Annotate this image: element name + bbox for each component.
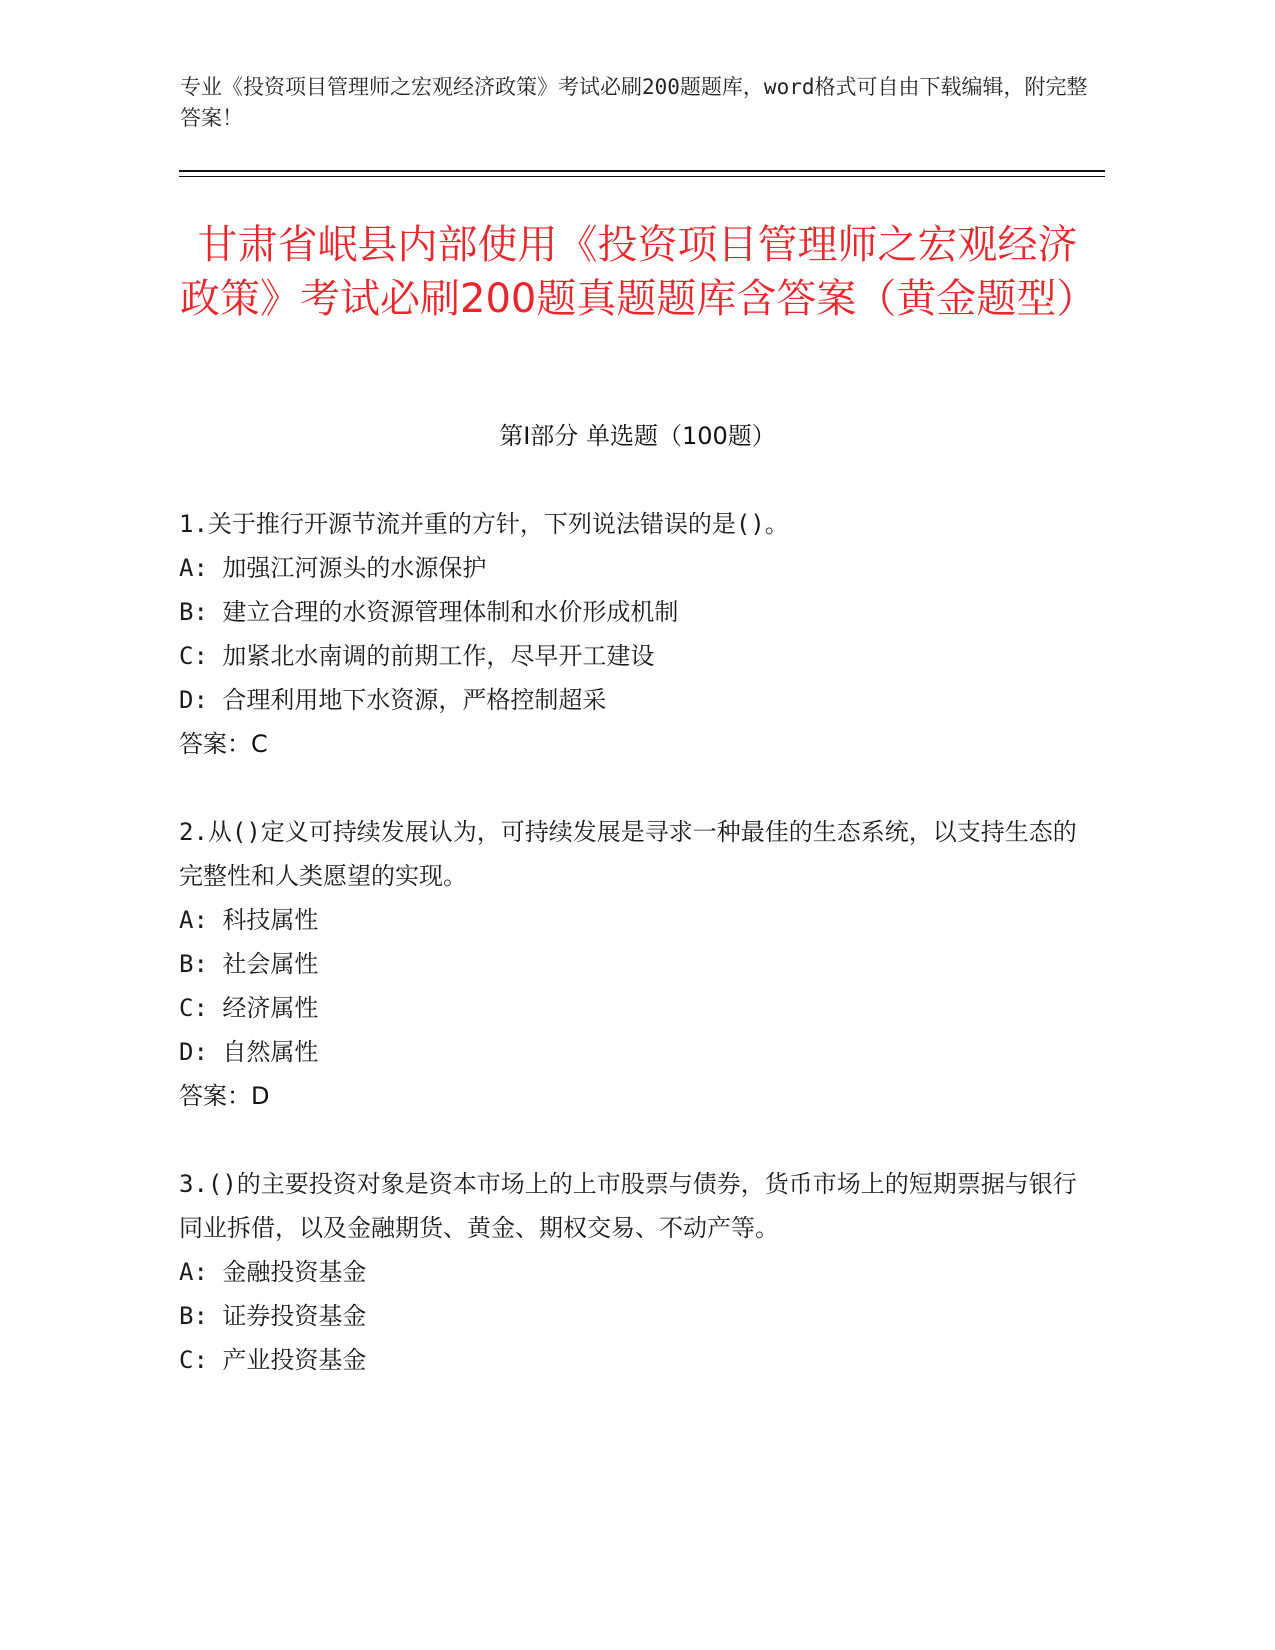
question-list [179, 502, 1079, 1426]
question-text: 1.关于推行开源节流并重的方针，下列说法错误的是()。 [179, 510, 789, 538]
document-title: 甘肃省岷县内部使用《投资项目管理师之宏观经济政策》考试必刷200题真题题库含答案（黄金题型） [180, 222, 1097, 322]
option-a: A: 金融投资基金 [179, 1258, 367, 1286]
header-divider-thin [179, 176, 1105, 177]
answer-line: 答案：D [179, 1082, 270, 1110]
question-2 [179, 810, 1079, 1118]
section-title: 第I部分 单选题（100题） [499, 422, 776, 450]
option-b: B: 证券投资基金 [179, 1302, 367, 1330]
option-b: B: 建立合理的水资源管理体制和水价形成机制 [179, 598, 679, 626]
question-1 [179, 502, 1079, 766]
page-header: 专业《投资项目管理师之宏观经济政策》考试必刷200题题库，word格式可自由下载编辑，附完整答案！ [180, 75, 1088, 130]
option-c: C: 产业投资基金 [179, 1346, 367, 1374]
option-a: A: 科技属性 [179, 906, 319, 934]
option-c: C: 经济属性 [179, 994, 319, 1022]
option-c: C: 加紧北水南调的前期工作，尽早开工建设 [179, 642, 655, 670]
option-d: D: 自然属性 [179, 1038, 319, 1066]
question-text: 2.从()定义可持续发展认为，可持续发展是寻求一种最佳的生态系统，以支持生态的完整性和人类愿望的实现。 [179, 818, 1077, 890]
answer-line: 答案：C [179, 730, 268, 758]
question-text: 3.()的主要投资对象是资本市场上的上市股票与债券，货币市场上的短期票据与银行同业拆借，以及金融期货、黄金、期权交易、不动产等。 [179, 1170, 1077, 1242]
header-divider-thick [179, 170, 1105, 172]
question-3 [179, 1162, 1079, 1382]
option-d: D: 合理利用地下水资源，严格控制超采 [179, 686, 607, 714]
option-b: B: 社会属性 [179, 950, 319, 978]
option-a: A: 加强江河源头的水源保护 [179, 554, 487, 582]
